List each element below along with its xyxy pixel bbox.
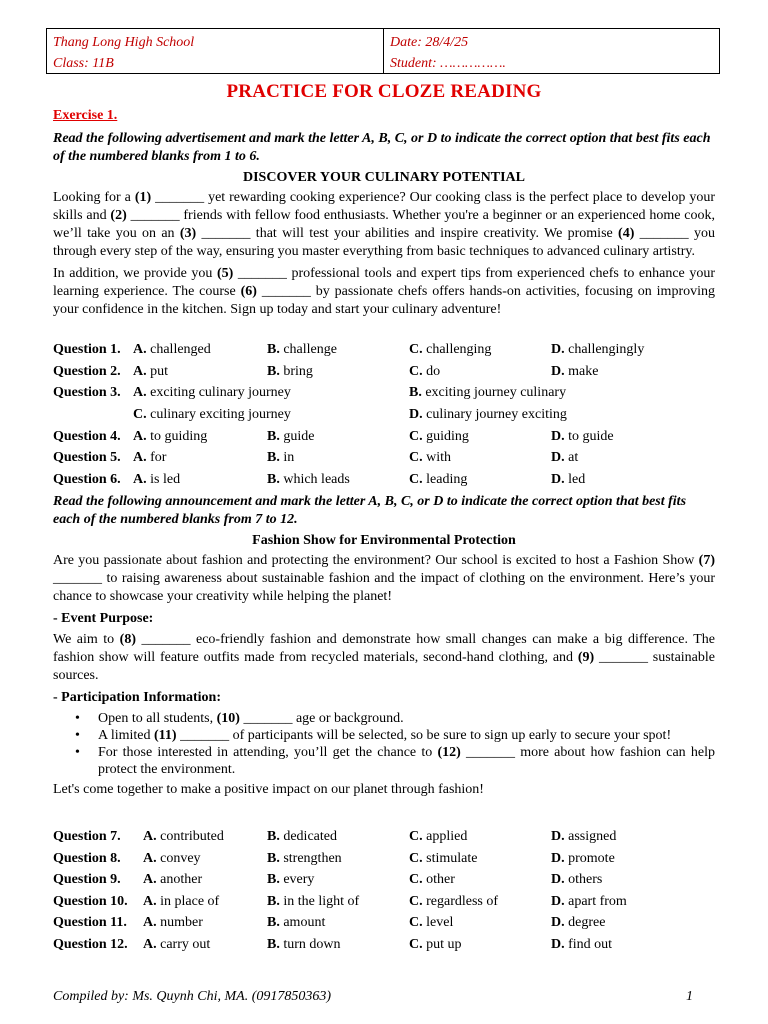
option-letter: A. <box>133 385 147 401</box>
option-d[interactable] <box>551 448 578 468</box>
list-item <box>53 727 715 744</box>
option-letter: C. <box>409 872 423 888</box>
option-text: dedicated <box>279 829 337 844</box>
option-text: in place of <box>156 893 220 909</box>
question-row <box>53 870 715 890</box>
option-letter: C. <box>409 937 423 952</box>
option-letter: A. <box>133 363 147 379</box>
header-table <box>46 28 720 74</box>
option-b[interactable] <box>409 383 566 403</box>
option-text: amount <box>279 915 326 931</box>
option-letter: D. <box>551 872 565 888</box>
option-letter: B. <box>267 472 280 487</box>
option-text: strengthen <box>279 850 342 866</box>
option-letter: B. <box>267 915 280 931</box>
option-text: contributed <box>156 829 224 844</box>
option-letter: C. <box>133 407 147 423</box>
passage-text: _______ of participants will be selected, so be sure to sign up early to secure your spot! <box>176 728 672 743</box>
option-text: culinary exciting journey <box>146 407 291 423</box>
option-text: to guide <box>564 428 614 444</box>
passage-text: _______ to raising awareness about sustainable fashion and the impact of clothing on the environment. Here’s your chance to showcase your creativity while helping the planet! <box>53 571 715 604</box>
option-text: make <box>564 363 599 379</box>
passage-text: Are you passionate about fashion and protecting the environment? Our school is excited to host a Fashion Show <box>53 553 699 568</box>
option-a[interactable] <box>133 340 211 360</box>
option-letter: B. <box>267 450 280 466</box>
option-a[interactable] <box>143 892 219 912</box>
blank-number: (5) <box>216 266 234 281</box>
participation-list <box>53 710 715 778</box>
option-letter: A. <box>133 342 147 357</box>
question-row <box>53 383 715 403</box>
option-letter: D. <box>551 472 565 487</box>
option-text: challenge <box>279 342 337 357</box>
option-letter: A. <box>133 450 147 466</box>
option-text: led <box>564 472 586 487</box>
section2 <box>53 493 715 799</box>
option-text: exciting culinary journey <box>146 385 291 401</box>
compiled-by: Compiled by: Ms. Quynh Chi, MA. (0917850363) <box>53 989 332 1004</box>
option-letter: D. <box>551 850 565 866</box>
question-row <box>53 362 715 382</box>
option-letter: B. <box>409 385 422 401</box>
option-letter: D. <box>551 829 565 844</box>
section1 <box>53 130 715 319</box>
option-letter: C. <box>409 829 423 844</box>
option-text: with <box>422 450 452 466</box>
option-c[interactable] <box>409 448 451 468</box>
option-letter: B. <box>267 428 280 444</box>
option-text: to guiding <box>146 428 208 444</box>
option-b[interactable] <box>267 913 325 933</box>
option-letter: C. <box>409 428 423 444</box>
option-letter: D. <box>551 893 565 909</box>
passage-text: _______ sustainable sources. <box>53 650 715 683</box>
footer <box>53 989 693 1005</box>
option-text: another <box>156 872 203 888</box>
question-row <box>53 827 715 847</box>
option-letter: D. <box>551 915 565 931</box>
option-c[interactable] <box>409 870 455 890</box>
option-b[interactable] <box>267 470 350 490</box>
option-letter: B. <box>267 829 280 844</box>
passage-text: _______ more about how fashion can help protect the environment. <box>98 745 715 777</box>
option-d[interactable] <box>551 470 585 490</box>
question-label: Question 9. <box>53 872 121 888</box>
option-letter: B. <box>267 342 280 357</box>
option-letter: A. <box>143 937 157 952</box>
question-row <box>53 427 715 447</box>
option-c[interactable] <box>409 470 467 490</box>
question-label: Question 7. <box>53 829 121 844</box>
blank-number: (11) <box>154 728 177 743</box>
list-item <box>53 744 715 778</box>
option-letter: B. <box>267 937 280 952</box>
option-b[interactable] <box>267 849 342 869</box>
blank-number: (4) <box>618 226 635 241</box>
blank-number: (10) <box>216 711 240 726</box>
option-c[interactable] <box>409 427 469 447</box>
option-c[interactable] <box>409 827 467 847</box>
option-d[interactable] <box>551 870 602 890</box>
option-text: leading <box>422 472 468 487</box>
option-c[interactable] <box>409 849 477 869</box>
option-letter: C. <box>409 363 423 379</box>
option-text: stimulate <box>422 850 478 866</box>
option-letter: D. <box>551 450 565 466</box>
passage-text: Open to all students, <box>98 711 217 726</box>
option-text: put <box>146 363 169 379</box>
option-b[interactable] <box>267 935 341 955</box>
section2-instruction: Read the following announcement and mark the letter A, B, C, or D to indicate the correct option that best fits each of the numbered blanks from 7 to 12. <box>53 494 687 527</box>
option-letter: B. <box>267 363 280 379</box>
section1-paragraph2 <box>53 265 715 319</box>
page-title: PRACTICE FOR CLOZE READING <box>226 81 542 102</box>
option-d[interactable] <box>551 849 615 869</box>
option-letter: A. <box>143 829 157 844</box>
header-right-cell <box>384 29 719 73</box>
option-d[interactable] <box>551 913 605 933</box>
option-letter: D. <box>551 342 565 357</box>
option-text: which leads <box>279 472 350 487</box>
option-d[interactable] <box>551 427 614 447</box>
passage-text: A limited <box>98 728 154 743</box>
option-letter: A. <box>133 472 147 487</box>
option-text: guiding <box>422 428 469 444</box>
option-d[interactable] <box>551 892 627 912</box>
class-label: Class: 11B <box>53 56 114 71</box>
passage-text: Looking for a <box>53 190 135 205</box>
option-d[interactable] <box>551 827 616 847</box>
list-item <box>53 710 715 727</box>
option-a[interactable] <box>133 383 291 403</box>
option-d[interactable] <box>551 935 612 955</box>
option-text: regardless of <box>422 893 499 909</box>
option-text: challenging <box>422 342 492 357</box>
option-c[interactable] <box>409 913 453 933</box>
exercise-label: Exercise 1. <box>53 108 118 123</box>
option-text: find out <box>564 937 613 952</box>
question-row <box>53 935 715 955</box>
blank-number: (7) <box>698 553 715 568</box>
section1-heading: DISCOVER YOUR CULINARY POTENTIAL <box>242 170 525 185</box>
question-label: Question 3. <box>53 385 121 401</box>
passage-text: _______ yet rewarding cooking experience? Our cooking class is the perfect place to develop your skills and <box>53 190 715 223</box>
option-text: turn down <box>279 937 341 952</box>
question-label: Question 1. <box>53 342 121 357</box>
passage-text: _______ by passionate chefs offers hands-on activities, focusing on improving your confidence in the kitchen. Sign up today and start your culinary adventure! <box>53 284 715 317</box>
option-text: others <box>564 872 603 888</box>
option-letter: C. <box>409 472 423 487</box>
option-text: carry out <box>156 937 211 952</box>
option-c[interactable] <box>409 935 462 955</box>
option-d[interactable] <box>551 362 598 382</box>
option-a[interactable] <box>143 849 201 869</box>
question-label: Question 8. <box>53 850 121 866</box>
passage-text: We aim to <box>53 632 120 647</box>
option-letter: C. <box>409 850 423 866</box>
option-letter: A. <box>143 893 157 909</box>
bullet-icon: • <box>75 711 80 726</box>
option-b[interactable] <box>267 340 337 360</box>
option-letter: D. <box>551 363 565 379</box>
passage-text: For those interested in attending, you’ll get the chance to <box>98 745 438 760</box>
section1-paragraph1 <box>53 189 715 261</box>
blank-number: (9) <box>577 650 595 665</box>
option-a[interactable] <box>133 470 180 490</box>
option-b[interactable] <box>267 892 359 912</box>
option-text: in <box>279 450 295 466</box>
blank-number: (1) <box>134 190 152 205</box>
option-text: guide <box>279 428 315 444</box>
option-letter: D. <box>409 407 423 423</box>
option-a[interactable] <box>133 427 207 447</box>
passage-text: _______ you through every step of the way, ensuring you master everything from basic techniques to advanced culinary artistry. <box>53 226 715 259</box>
option-letter: B. <box>267 850 280 866</box>
option-b[interactable] <box>267 448 294 468</box>
question-label: Question 5. <box>53 450 121 466</box>
option-text: promote <box>564 850 615 866</box>
question-row <box>53 448 715 468</box>
option-text: challengingly <box>564 342 645 357</box>
question-label: Question 10. <box>53 893 128 909</box>
question-label: Question 4. <box>53 428 121 444</box>
passage-text: _______ age or background. <box>239 711 404 726</box>
option-text: number <box>156 915 203 931</box>
option-letter: A. <box>143 850 157 866</box>
section2-heading: Fashion Show for Environmental Protection <box>252 533 516 548</box>
option-letter: C. <box>409 342 423 357</box>
participation-heading: - Participation Information: <box>53 690 221 705</box>
option-text: challenged <box>146 342 211 357</box>
option-letter: D. <box>551 428 565 444</box>
question-label: Question 12. <box>53 937 128 952</box>
section2-paragraph1 <box>53 552 715 606</box>
option-letter: C. <box>409 915 423 931</box>
blank-number: (2) <box>110 208 127 223</box>
option-text: apart from <box>564 893 627 909</box>
option-text: do <box>422 363 441 379</box>
option-text: at <box>564 450 579 466</box>
option-text: applied <box>422 829 468 844</box>
question-row <box>53 340 715 360</box>
option-b[interactable] <box>267 427 314 447</box>
option-letter: D. <box>551 937 565 952</box>
blank-number: (8) <box>119 632 136 647</box>
option-text: is led <box>146 472 181 487</box>
passage-text: _______ friends with fellow food enthusiasts. Whether you're a beginner or an experienced home cook, we’ll take you on an <box>53 208 716 241</box>
option-d[interactable] <box>551 340 644 360</box>
blank-number: (12) <box>437 745 461 760</box>
option-a[interactable] <box>143 913 203 933</box>
option-text: bring <box>279 363 313 379</box>
passage-text: _______ that will test your abilities and inspire creativity. We promise <box>196 226 619 241</box>
option-c[interactable] <box>133 405 291 425</box>
option-text: exciting journey culinary <box>421 385 567 401</box>
passage-text: _______ professional tools and expert tips from experienced chefs to enhance your learning experience. The course <box>53 266 715 299</box>
passage-text: _______ eco-friendly fashion and demonstrate how small changes can make a big difference. The fashion show will feature outfits made from recycled materials, second-hand clothing, and <box>53 632 715 665</box>
school-name: Thang Long High School <box>53 35 195 50</box>
option-a[interactable] <box>133 448 166 468</box>
blank-number: (3) <box>179 226 197 241</box>
option-b[interactable] <box>267 362 313 382</box>
closing-line: Let's come together to make a positive impact on our planet through fashion! <box>53 782 484 797</box>
page-number: 1 <box>686 989 693 1004</box>
option-text: put up <box>422 937 462 952</box>
option-text: for <box>146 450 167 466</box>
date-label: Date: 28/4/25 <box>390 35 469 50</box>
option-c[interactable] <box>409 362 440 382</box>
option-letter: A. <box>133 428 147 444</box>
question-row-continued <box>53 405 715 425</box>
option-a[interactable] <box>143 870 202 890</box>
option-d[interactable] <box>409 405 567 425</box>
option-text: assigned <box>564 829 617 844</box>
question-row <box>53 470 715 490</box>
option-c[interactable] <box>409 340 491 360</box>
option-text: culinary journey exciting <box>422 407 567 423</box>
option-text: in the light of <box>279 893 360 909</box>
option-text: convey <box>156 850 201 866</box>
option-letter: A. <box>143 915 157 931</box>
option-letter: C. <box>409 450 423 466</box>
option-text: other <box>422 872 455 888</box>
option-text: degree <box>564 915 606 931</box>
option-text: level <box>422 915 454 931</box>
option-c[interactable] <box>409 892 498 912</box>
option-a[interactable] <box>143 827 224 847</box>
option-letter: B. <box>267 872 280 888</box>
option-letter: B. <box>267 893 280 909</box>
question-label: Question 11. <box>53 915 127 931</box>
question-row <box>53 892 715 912</box>
question-row <box>53 913 715 933</box>
option-a[interactable] <box>143 935 210 955</box>
blank-number: (6) <box>240 284 257 299</box>
option-b[interactable] <box>267 827 337 847</box>
option-b[interactable] <box>267 870 314 890</box>
section2-paragraph2 <box>53 631 715 685</box>
question-label: Question 2. <box>53 363 121 379</box>
option-letter: C. <box>409 893 423 909</box>
bullet-icon: • <box>75 745 80 760</box>
option-text: every <box>279 872 315 888</box>
event-purpose-heading: - Event Purpose: <box>53 611 154 626</box>
option-letter: A. <box>143 872 157 888</box>
section1-instruction: Read the following advertisement and mark the letter A, B, C, or D to indicate the correct option that best fits each of the numbered blanks from 1 to 6. <box>53 131 711 164</box>
option-a[interactable] <box>133 362 168 382</box>
passage-text: In addition, we provide you <box>53 266 217 281</box>
question-label: Question 6. <box>53 472 121 487</box>
header-left-cell <box>47 29 384 73</box>
question-row <box>53 849 715 869</box>
student-label: Student: ……………. <box>390 56 506 71</box>
bullet-icon: • <box>75 728 80 743</box>
